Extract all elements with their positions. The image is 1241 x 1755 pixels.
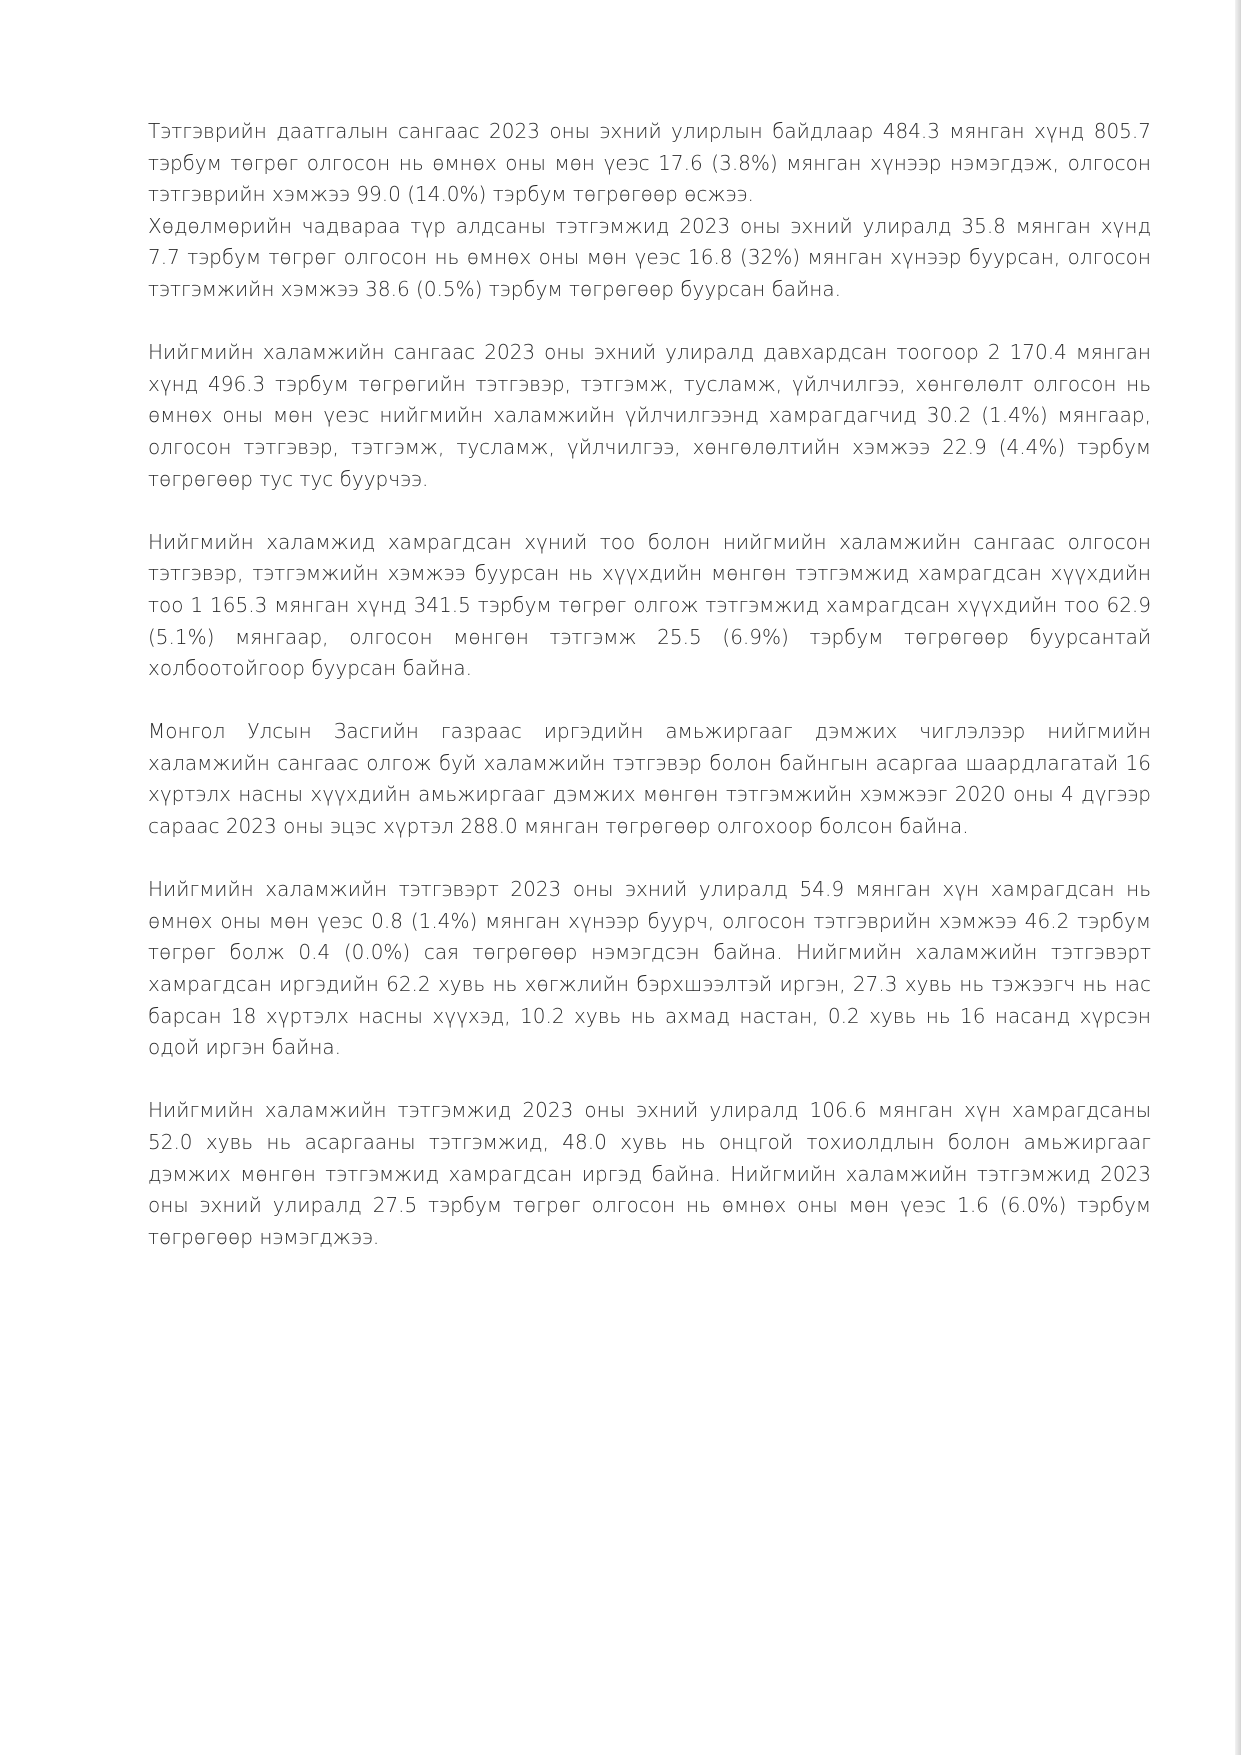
page-edge-shadow <box>1235 0 1241 1755</box>
paragraph-pension-insurance: Тэтгэврийн даатгалын сангаас 2023 оны эхний улирлын байдлаар 484.3 мянган хүнд 805.7 тэрбум төгрөг олгосон нь өмнөх оны мөн үеэс 17.6 (3.8%) мянган хүнээр нэмэгдэж, олгосон тэтгэврийн хэмжээ 99.0 (14.0%) тэрбум төгрөгөөр өсжээ. <box>148 119 1151 207</box>
paragraph-welfare-allowance: Нийгмийн халамжийн тэтгэмжид 2023 оны эхний улиралд 106.6 мянган хүн хамрагдсаны 52.0 хувь нь асаргааны тэтгэмжид, 48.0 хувь нь онцгой тохиолдлын болон амьжиргааг дэмжих мөнгөн тэтгэмжид хамрагдсан иргэд байна. Нийгмийн халамжийн тэтгэмжид 2023 оны эхний улиралд 27.5 тэрбум төгрөг олгосон нь өмнөх оны мөн үеэс 1.6 (6.0%) тэрбум төгрөгөөр нэмэгджээ. <box>148 1098 1151 1249</box>
paragraph-child-allowance: Нийгмийн халамжид хамрагдсан хүний тоо болон нийгмийн халамжийн сангаас олгосон тэтгэвэр, тэтгэмжийн хэмжээ буурсан нь хүүхдийн мөнгөн тэтгэмжид хамрагдсан хүүхдийн тоо 1 165.3 мянган хүнд 341.5 тэрбум төгрөг олгож тэтгэмжид хамрагдсан хүүхдийн тоо 62.9 (5.1%) мянгаар, олгосон мөнгөн тэтгэмж 25.5 (6.9%) тэрбум төгрөгөөр буурсантай холбоотойгоор буурсан байна. <box>148 529 1151 681</box>
paragraph-temporary-disability: Хөдөлмөрийн чадвараа түр алдсаны тэтгэмжид 2023 оны эхний улиралд 35.8 мянган хүнд 7.7 тэрбум төгрөг олгосон нь өмнөх оны мөн үеэс 16.8 (32%) мянган хүнээр буурсан, олгосон тэтгэмжийн хэмжээ 38.6 (0.5%) тэрбум төгрөгөөр буурсан байна. <box>148 213 1151 301</box>
paragraph-government-support: Монгол Улсын Засгийн газраас иргэдийн амьжиргааг дэмжих чиглэлээр нийгмийн халамжийн сангаас олгож буй халамжийн тэтгэвэр болон байнгын асаргаа шаардлагатай 16 хүртэлх насны хүүхдийн амьжиргааг дэмжих мөнгөн тэтгэмжийн хэмжээг 2020 оны 4 дүгээр сараас 2023 оны эцэс хүртэл 288.0 мянган төгрөгөөр олгохоор болсон байна. <box>148 719 1151 839</box>
document-body <box>148 116 1151 1253</box>
paragraph-welfare-pension: Нийгмийн халамжийн тэтгэвэрт 2023 оны эхний улиралд 54.9 мянган хүн хамрагдсан нь өмнөх оны мөн үеэс 0.8 (1.4%) мянган хүнээр буурч, олгосон тэтгэврийн хэмжээ 46.2 тэрбум төгрөг болж 0.4 (0.0%) сая төгрөгөөр нэмэгдсэн байна. Нийгмийн халамжийн тэтгэвэрт хамрагдсан иргэдийн 62.2 хувь нь хөгжлийн бэрхшээлтэй иргэн, 27.3 хувь нь тэжээгч нь нас барсан 18 хүртэлх насны хүүхэд, 10.2 хувь нь ахмад настан, 0.2 хувь нь 16 насанд хүрсэн одой иргэн байна. <box>148 877 1151 1060</box>
paragraph-welfare-fund: Нийгмийн халамжийн сангаас 2023 оны эхний улиралд давхардсан тоогоор 2 170.4 мянган хүнд 496.3 тэрбум төгрөгийн тэтгэвэр, тэтгэмж, тусламж, үйлчилгээ, хөнгөлөлт олгосон нь өмнөх оны мөн үеэс нийгмийн халамжийн үйлчилгээнд хамрагдагчид 30.2 (1.4%) мянгаар, олгосон тэтгэвэр, тэтгэмж, тусламж, үйлчилгээ, хөнгөлөлтийн хэмжээ 22.9 (4.4%) тэрбум төгрөгөөр тус тус буурчээ. <box>148 340 1151 491</box>
